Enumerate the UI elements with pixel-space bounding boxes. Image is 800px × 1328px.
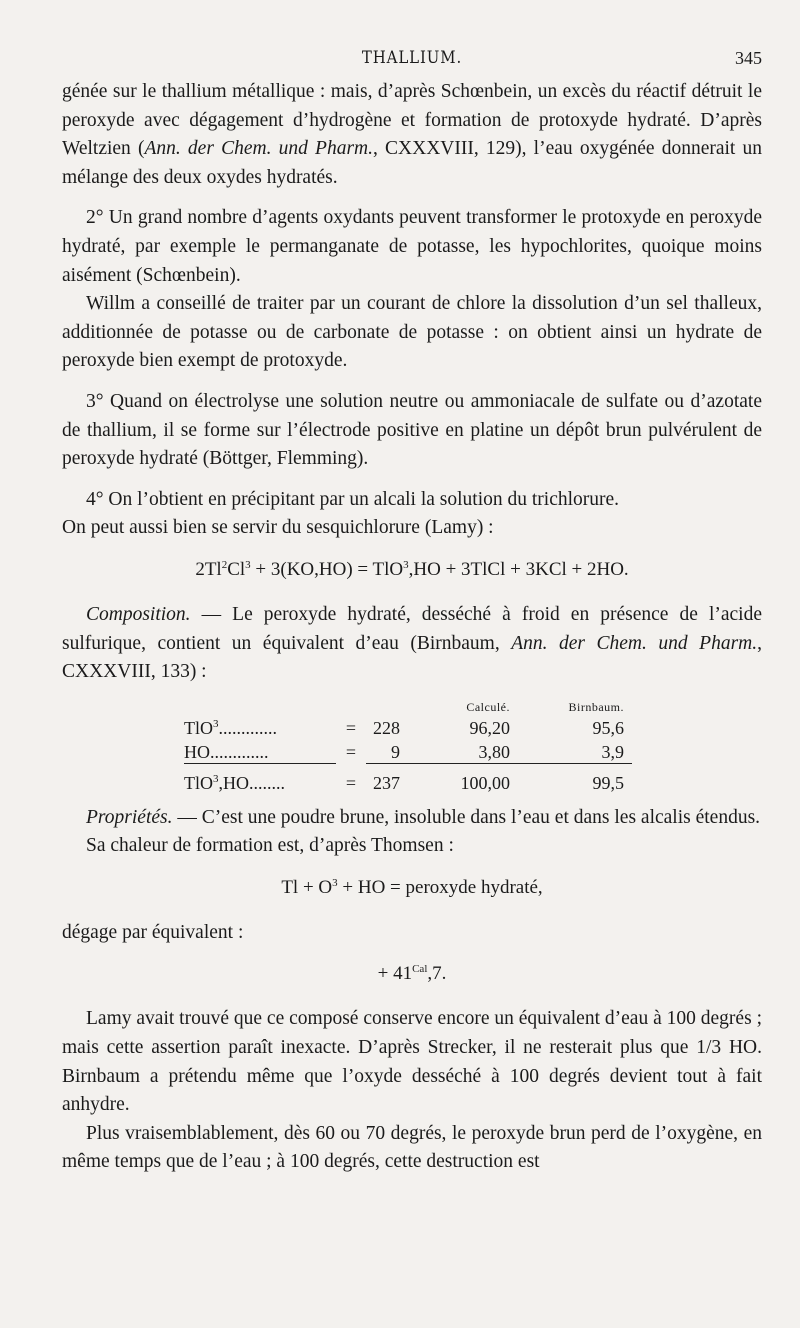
paragraph: 4° On l’obtient en précipitant par un alcali la solution du trichlorure.	[86, 488, 620, 510]
running-title: THALLIUM.	[361, 48, 463, 68]
section-label: Composition.	[86, 603, 191, 625]
citation: Ann. der Chem. und Pharm.	[144, 138, 373, 160]
paragraph: Willm a conseillé de traiter par un courant de chlore la dissolution d’un sel thalleux, additionnée de potasse ou de carbonate de potasse : on obtient ainsi un hydrate de peroxyde bien exempt de protoxyde.	[62, 293, 762, 372]
paragraph: Propriétés. — C’est une poudre brune, insoluble dans l’eau et dans les alcalis étendus.	[86, 806, 761, 828]
citation: Ann. der Chem. und Pharm.	[511, 632, 758, 654]
paragraph: Lamy avait trouvé que ce composé conserve encore un équivalent d’eau à 100 degrés ; mais cette assertion paraît inexacte. D’après Strecker, il ne resterait plus que 1/3 HO. Birnbaum a prétendu même que l’oxyde desséché à 100 degrés devient tout à fait anhydre.	[62, 1008, 762, 1116]
section-label: Propriétés.	[86, 806, 173, 828]
paragraph: On peut aussi bien se servir du sesquichlorure (Lamy) :	[62, 517, 494, 539]
table-row: TlO$^3$............. = 228 96,20 95,6	[184, 717, 624, 738]
paragraph: Plus vraisemblablement, dès 60 ou 70 degrés, le peroxyde brun perd de l’oxygène, en même temps que de l’eau ; à 100 degrés, cette destruction est	[62, 1122, 762, 1173]
paragraph: Sa chaleur de formation est, d’après Thomsen :	[86, 835, 454, 857]
composition-table	[184, 693, 632, 794]
equation-heat: + $41^{Cal},7$.	[377, 963, 447, 985]
column-header: Birnbaum.	[568, 699, 624, 714]
paragraph: 2° Un grand nombre d’agents oxydants peuvent transformer le protoxyde en peroxyde hydraté, par exemple le permanganate de potasse, les hypochlorites, quoique moins aisément (Schœnbein).	[62, 207, 762, 286]
table-total-row: TlO$^3$,HO........ = 237 100,00 99,5	[184, 763, 632, 794]
paragraph: 3° Quand on électrolyse une solution neutre ou ammoniacale de sulfate ou d’azotate de thallium, il se forme sur l’électrode positive en platine un dépôt brun pulvérulent de peroxyde hydraté (Böttger, Flemming).	[62, 390, 762, 470]
book-page	[62, 48, 762, 1177]
paragraph: dégage par équivalent :	[62, 921, 244, 943]
column-header: Calculé.	[466, 699, 510, 714]
table-row: HO............. = 9 3,80 3,9	[184, 741, 624, 763]
page-number: 345	[735, 48, 762, 68]
equation-formation: $Tl + O^3$ + HO = peroxyde hydraté,	[281, 876, 543, 898]
running-header	[62, 48, 762, 78]
paragraph: génée sur le thallium métallique : mais, d’après Schœnbein, un excès du réactif détruit le peroxyde avec dégagement d’hydrogène et formation de protoxyde hydraté. D’après Weltzien (Ann. der Chem. und Pharm., CXXXVIII, 129), l’eau oxygénée donnerait un mélange des deux oxydes hydratés.	[62, 81, 762, 188]
equation-sesquichloride: $2Tl^2Cl^3 + 3(KO,HO) = TlO^3,HO$ + 3TlCl + 3KCl + 2HO.	[195, 558, 629, 580]
paragraph: Composition. — Le peroxyde hydraté, desséché à froid en présence de l’acide sulfurique, contient un équivalent d’eau (Birnbaum, Ann. der Chem. und Pharm., CXXXVIII, 133) :	[62, 603, 762, 683]
